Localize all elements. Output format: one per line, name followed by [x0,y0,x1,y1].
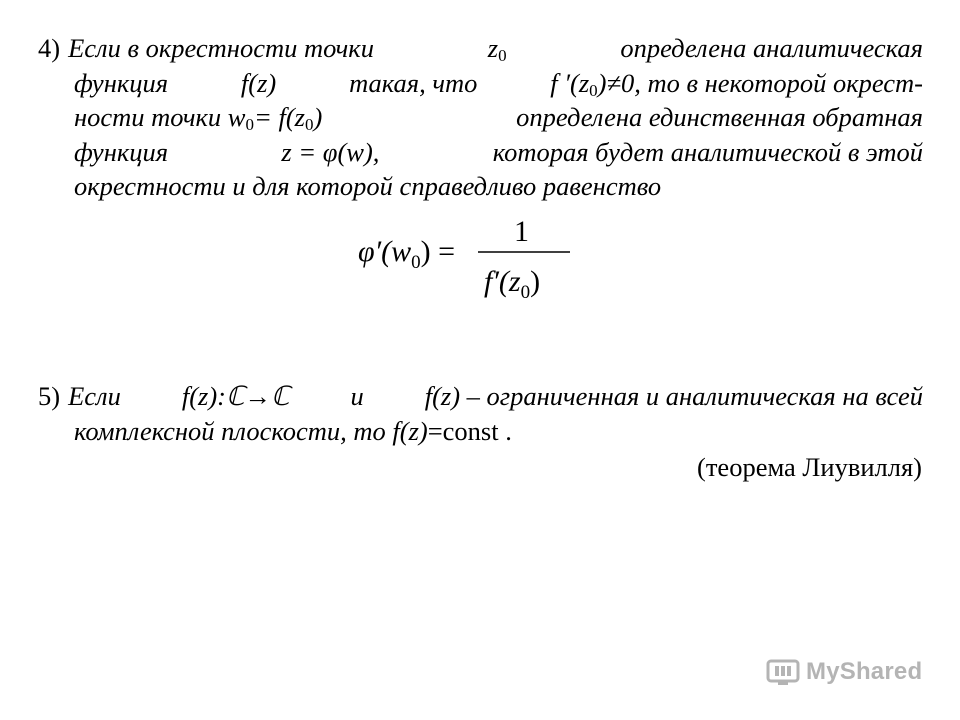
formula-lhs: $\varphi'(w_0)$ = [358,235,456,273]
formula-denominator: $f'(z_0)$ [484,265,541,303]
var-z: z [487,33,499,63]
text-fragment: такая, что [349,67,478,98]
theorem-label: (теорема Лиувилля) [697,452,922,482]
text-fragment: Если [68,381,121,411]
expr-derivative: f ′(z [550,67,590,98]
subscript: 0 [589,80,598,100]
item-4-line-5 [38,169,923,204]
text-fragment: окрестности и для которой справедливо равенство [74,171,662,201]
paren: ) [313,102,323,132]
subscript: 0 [305,115,314,134]
subscript: 0 [498,46,507,65]
item-4 [38,31,923,204]
item-5 [38,379,923,448]
text-fragment: функция [74,67,169,98]
text-fragment: функция [74,136,169,167]
subscript: 0 [245,115,254,134]
text-fragment: которая будет аналитической в этой [492,136,923,167]
item-4-number: 4) [38,33,61,63]
item-4-line-1 [38,31,923,66]
text-fragment: )≠0, то в некоторой окрест- [597,67,923,98]
expr-phi: z = φ(w), [281,136,380,167]
inverse-derivative-formula [356,213,576,305]
myshared-logo-icon [766,657,800,687]
text-fragment: определена единственная обратная [516,102,923,132]
expr-fz: f(z) [392,415,428,446]
text-fragment: ности точки [74,102,222,132]
text-fragment: и [350,381,364,411]
text-fragment: определена аналитическая [620,33,923,63]
expr-mapping: f(z):ℂ→ℂ [181,381,290,411]
item-5-number: 5) [38,381,61,411]
const-text: =const [427,415,499,446]
expr-fz: f(z) [240,67,277,98]
period: . [505,415,512,446]
text-fragment: комплексной плоскости, то [74,415,386,446]
item-4-line-3 [38,100,923,135]
item-4-line-4 [38,135,923,170]
item-4-line-2 [38,66,923,101]
formula-numerator: 1 [514,215,529,248]
expr-fz: = f(z [253,102,305,132]
item-5-line-2 [38,414,923,449]
var-w: w [227,102,246,132]
myshared-logo [766,657,922,687]
text-fragment: Если в окрестности точки [68,33,374,63]
text-fragment: f(z) – ограниченная и аналитическая на всей [424,381,923,411]
item-5-line-1 [38,379,923,414]
myshared-logo-text: MyShared [806,658,923,685]
